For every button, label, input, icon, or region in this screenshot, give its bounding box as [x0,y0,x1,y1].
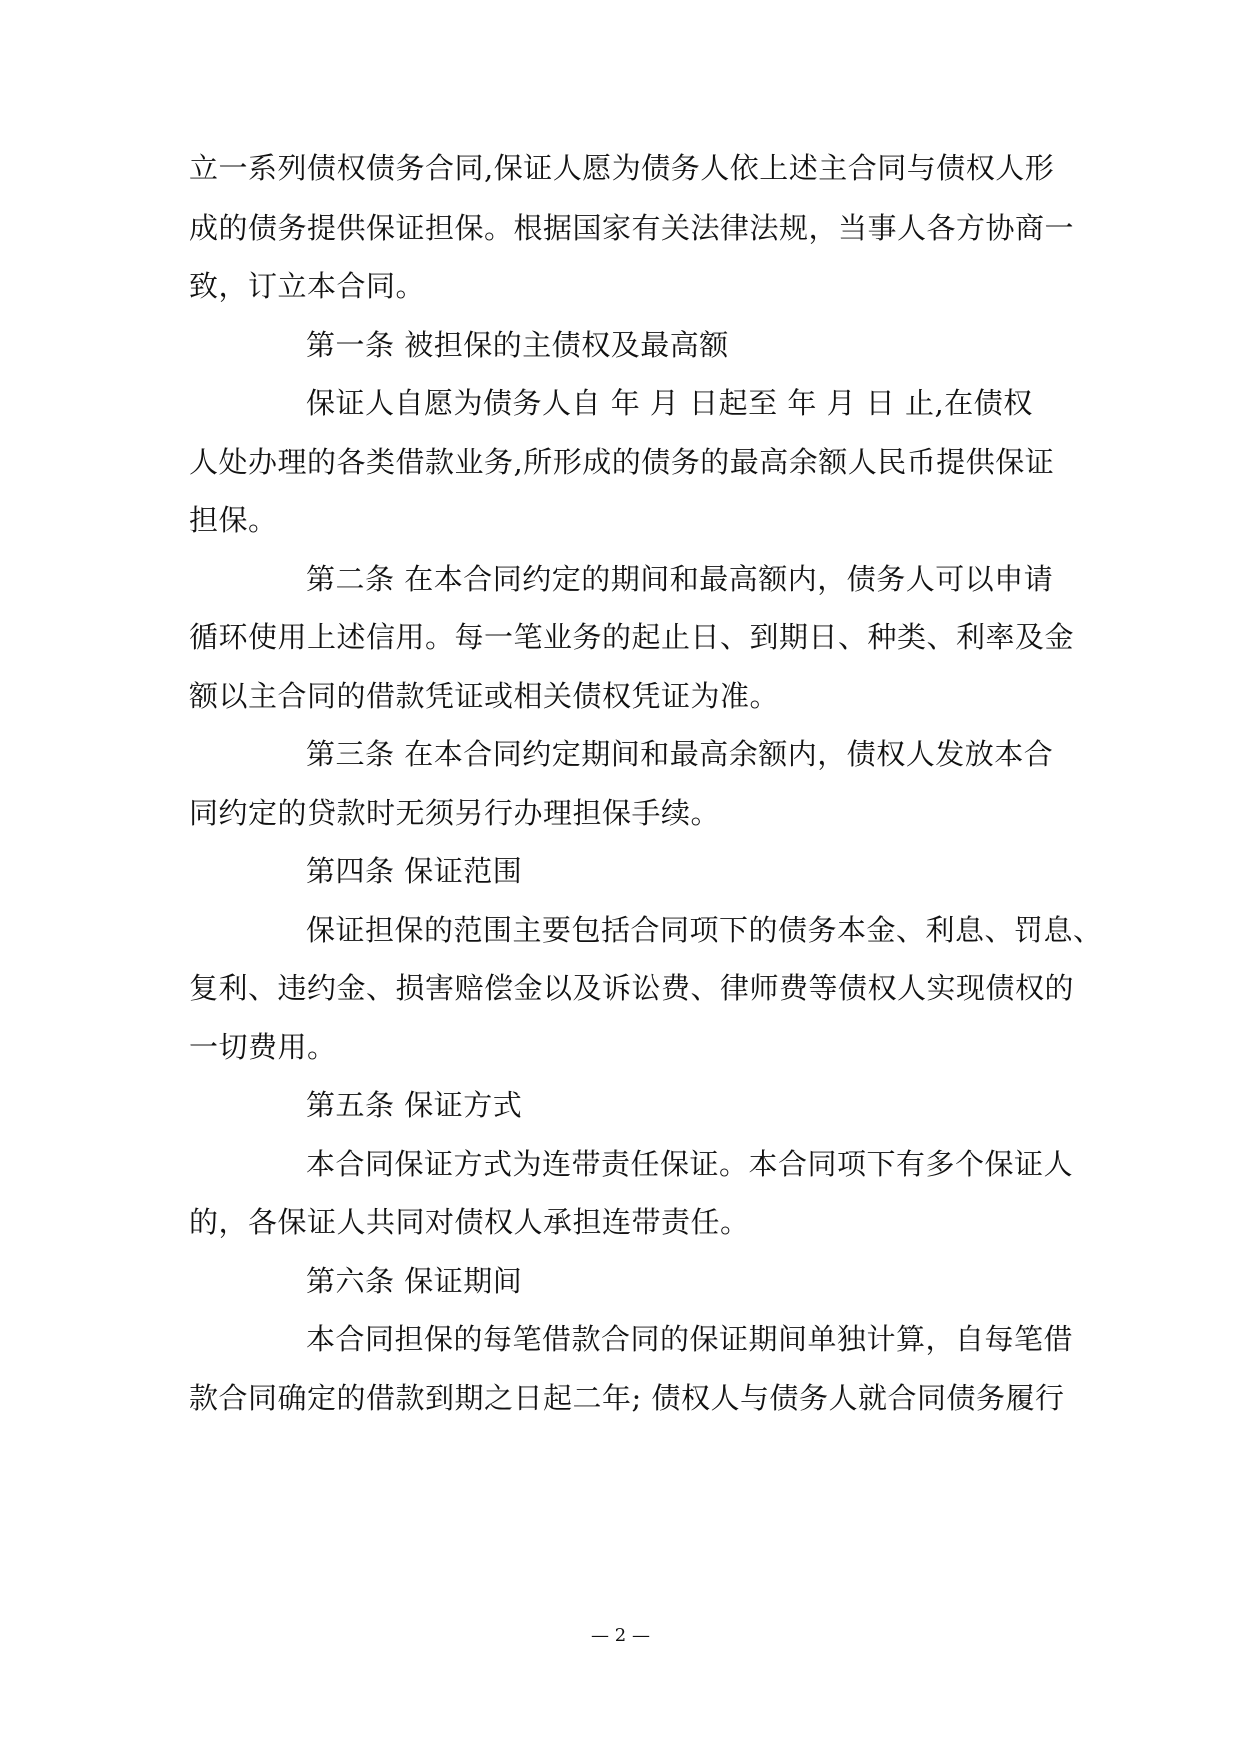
body-line: 人处办理的各类借款业务,所形成的债务的最高余额人民币提供保证 [189,445,1055,479]
page-number: — 2 — [591,1625,650,1646]
article-heading: 第二条 在本合同约定的期间和最高额内，债务人可以申请 [306,562,1054,596]
body-line: 立一系列债权债务合同,保证人愿为债务人依上述主合同与债权人形 [189,151,1055,185]
article-heading: 第四条 保证范围 [306,854,523,888]
paragraph-first-line: 本合同担保的每笔借款合同的保证期间单独计算，自每笔借 [306,1322,1074,1356]
paragraph-first-line: 本合同保证方式为连带责任保证。本合同项下有多个保证人 [306,1147,1074,1181]
body-line: 一切费用。 [189,1030,337,1064]
body-line: 款合同确定的借款到期之日起二年; 债权人与债务人就合同债务履行 [189,1381,1065,1415]
body-line: 担保。 [189,503,278,537]
body-line: 同约定的贷款时无须另行办理担保手续。 [189,796,721,830]
body-line: 额以主合同的借款凭证或相关债权凭证为准。 [189,679,780,713]
paragraph-first-line: 保证担保的范围主要包括合同项下的债务本金、利息、罚息、 [306,913,1103,947]
body-line: 复利、违约金、损害赔偿金以及诉讼费、律师费等债权人实现债权的 [189,971,1075,1005]
article-heading: 第三条 在本合同约定期间和最高余额内，债权人发放本合 [306,737,1054,771]
body-line: 循环使用上述信用。每一笔业务的起止日、到期日、种类、利率及金 [189,620,1075,654]
body-line: 致，订立本合同。 [189,269,426,303]
article-heading: 第一条 被担保的主债权及最高额 [306,328,729,362]
article-heading: 第六条 保证期间 [306,1264,523,1298]
paragraph-first-line: 保证人自愿为债务人自 年 月 日起至 年 月 日 止,在债权 [306,386,1033,420]
article-heading: 第五条 保证方式 [306,1088,523,1122]
body-line: 的，各保证人共同对债权人承担连带责任。 [189,1205,750,1239]
body-line: 成的债务提供保证担保。根据国家有关法律法规，当事人各方协商一 [189,211,1075,245]
